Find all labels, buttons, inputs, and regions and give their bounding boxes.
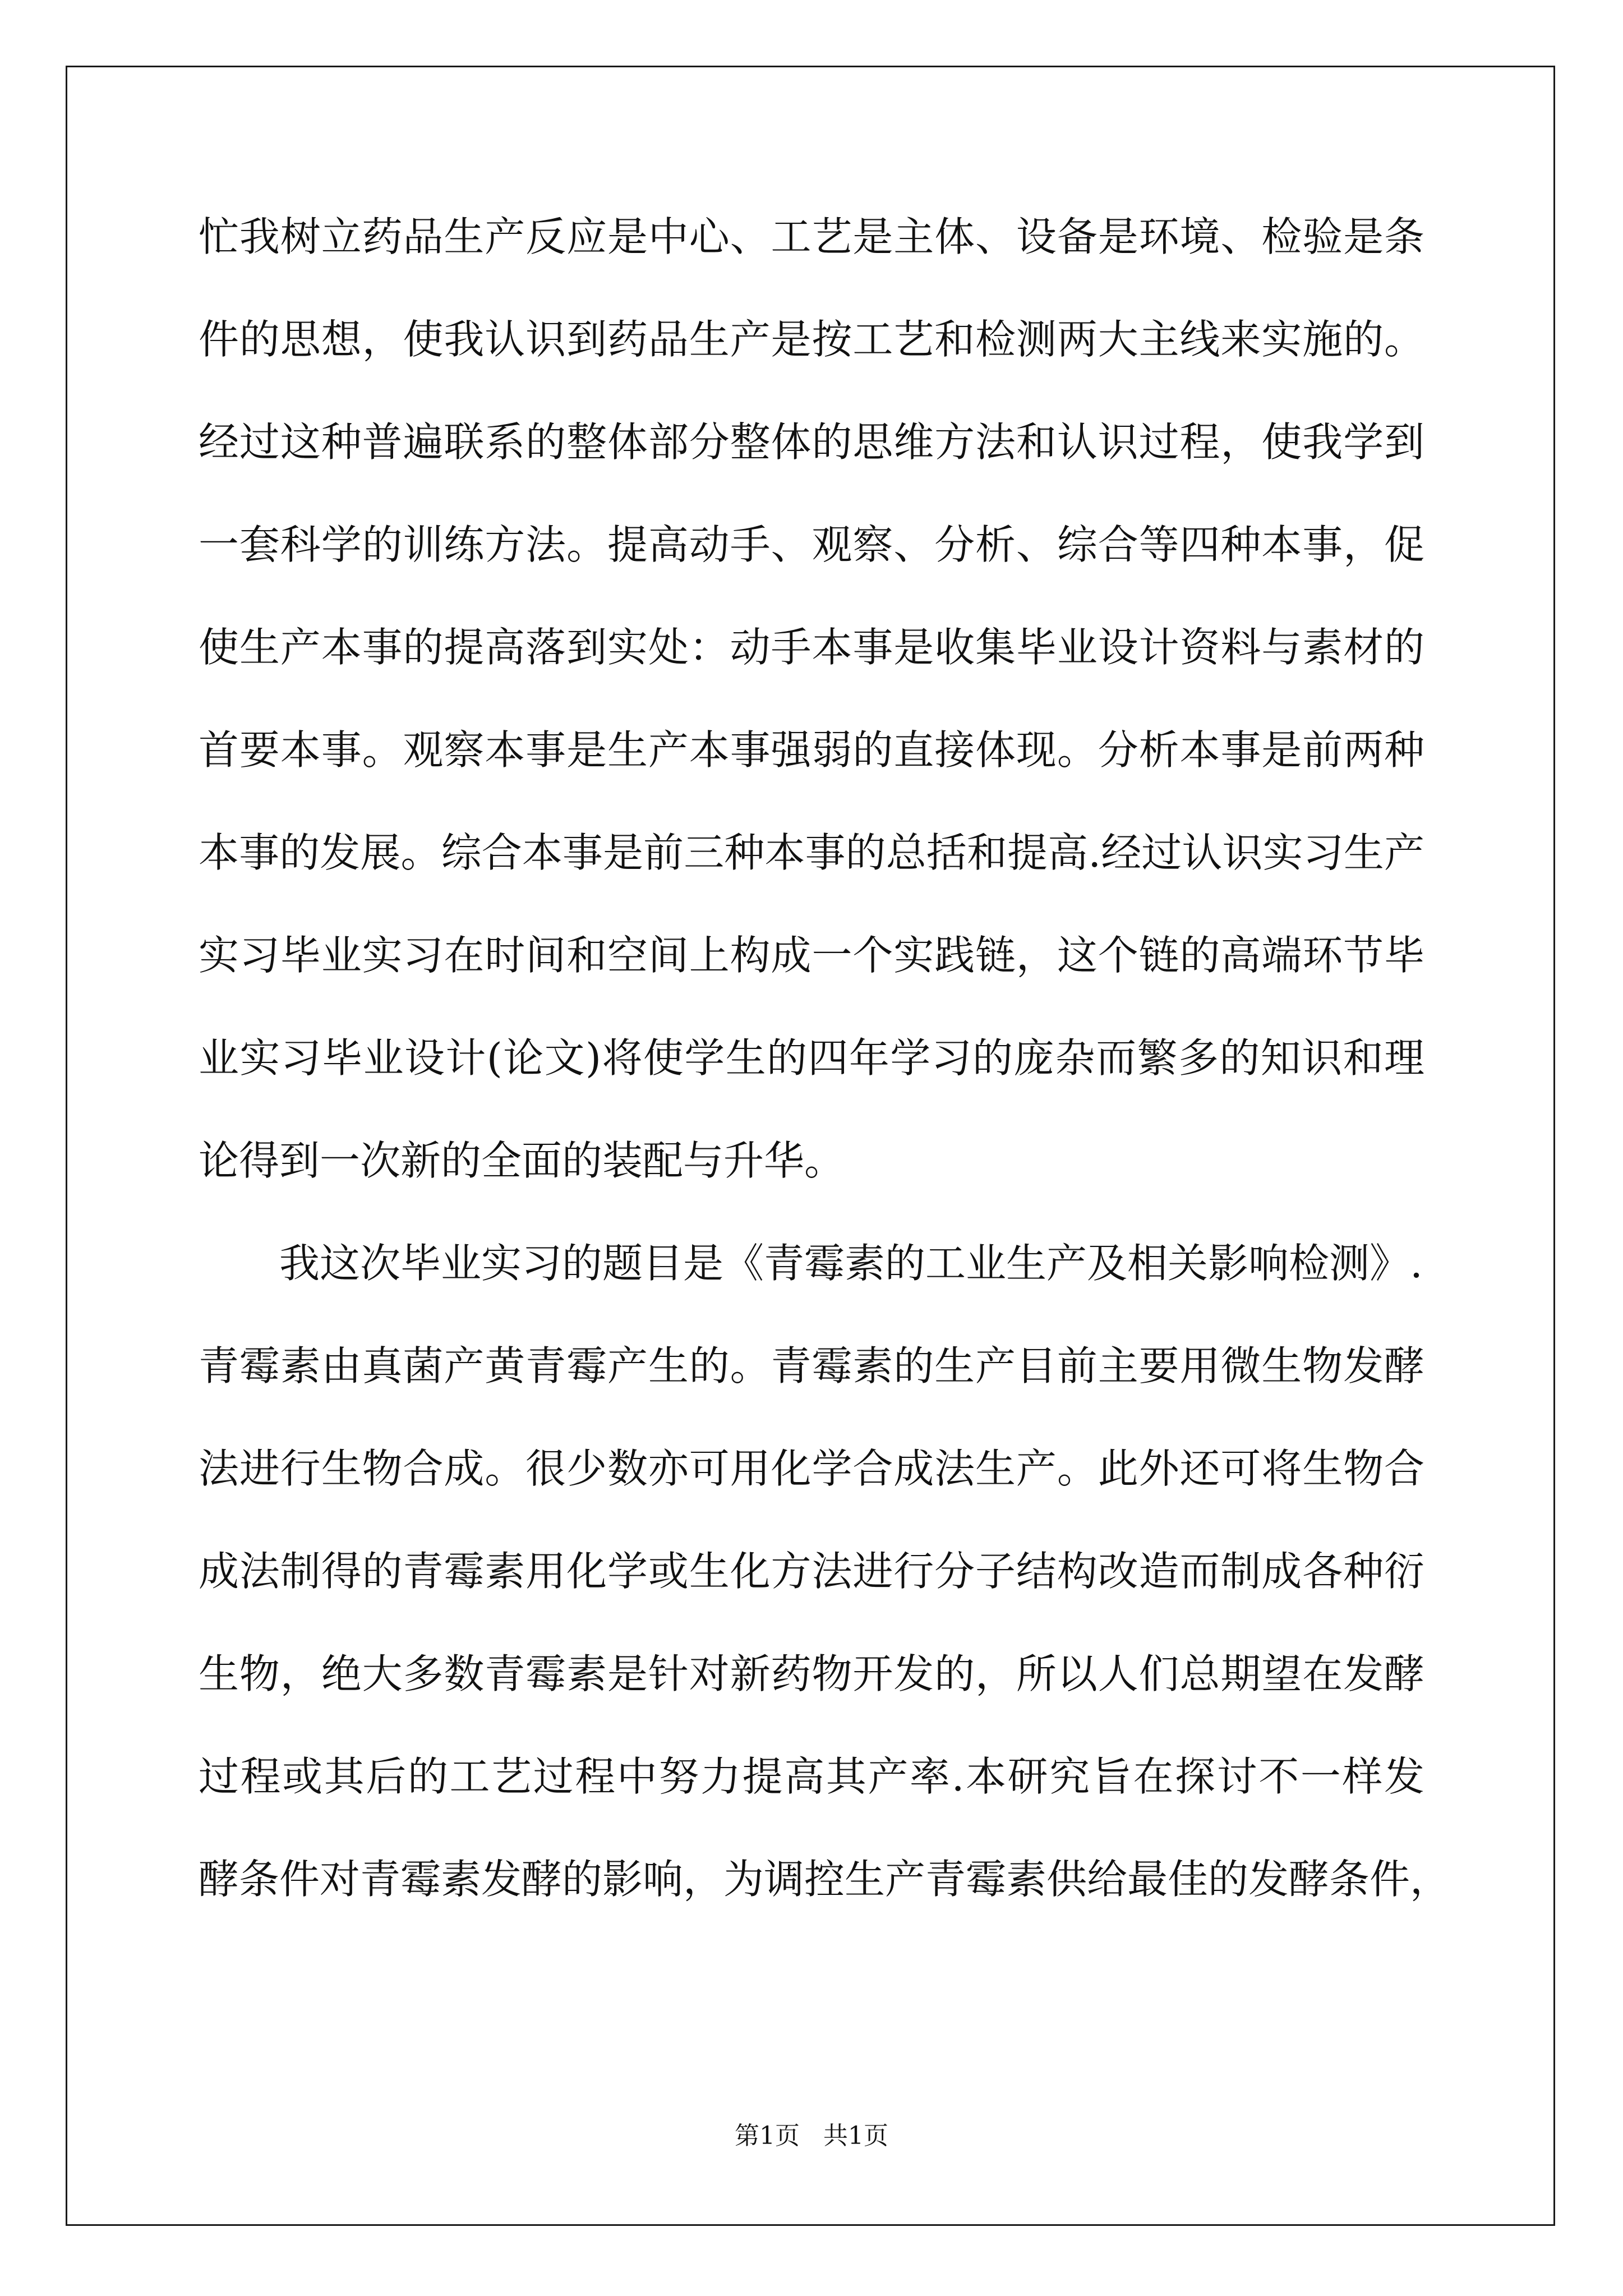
text-line: 使生产本事的提高落到实处：动手本事是收集毕业设计资料与素材的 [199, 624, 1424, 671]
text-line: 首要本事。观察本事是生产本事强弱的直接体现。分析本事是前两种 [199, 726, 1424, 774]
text-line: 一套科学的训练方法。提高动手、观察、分析、综合等四种本事，促 [199, 521, 1424, 568]
text-line: 过程或其后的工艺过程中努力提高其产率.本研究旨在探讨不一样发 [199, 1753, 1424, 1800]
paragraph-start-line: 我这次毕业实习的题目是《青霉素的工业生产及相关影响检测》. [279, 1240, 1423, 1287]
text-line: 青霉素由真菌产黄青霉产生的。青霉素的生产目前主要用微生物发酵 [199, 1342, 1424, 1389]
text-line: 实习毕业实习在时间和空间上构成一个实践链，这个链的高端环节毕 [199, 932, 1424, 979]
text-line: 酵条件对青霉素发酵的影响，为调控生产青霉素供给最佳的发酵条件， [199, 1856, 1451, 1903]
text-line: 法进行生物合成。很少数亦可用化学合成法生产。此外还可将生物合 [199, 1445, 1424, 1492]
text-line: 成法制得的青霉素用化学或生化方法进行分子结构改造而制成各种衍 [199, 1548, 1424, 1595]
text-line: 论得到一次新的全面的装配与升华。 [199, 1137, 845, 1184]
document-body [199, 209, 1451, 1954]
text-line: 件的思想，使我认识到药品生产是按工艺和检测两大主线来实施的。 [199, 316, 1424, 363]
text-line: 经过这种普遍联系的整体部分整体的思维方法和认识过程，使我学到 [199, 418, 1424, 466]
page-footer: 第1页 共1页 [735, 2122, 888, 2150]
text-line: 本事的发展。综合本事是前三种本事的总括和提高.经过认识实习生产 [199, 829, 1424, 876]
text-line: 业实习毕业设计(论文)将使学生的四年学习的庞杂而繁多的知识和理 [199, 1034, 1424, 1082]
text-line: 忙我树立药品生产反应是中心、工艺是主体、设备是环境、检验是条 [199, 213, 1424, 260]
text-line: 生物，绝大多数青霉素是针对新药物开发的，所以人们总期望在发酵 [199, 1650, 1424, 1697]
